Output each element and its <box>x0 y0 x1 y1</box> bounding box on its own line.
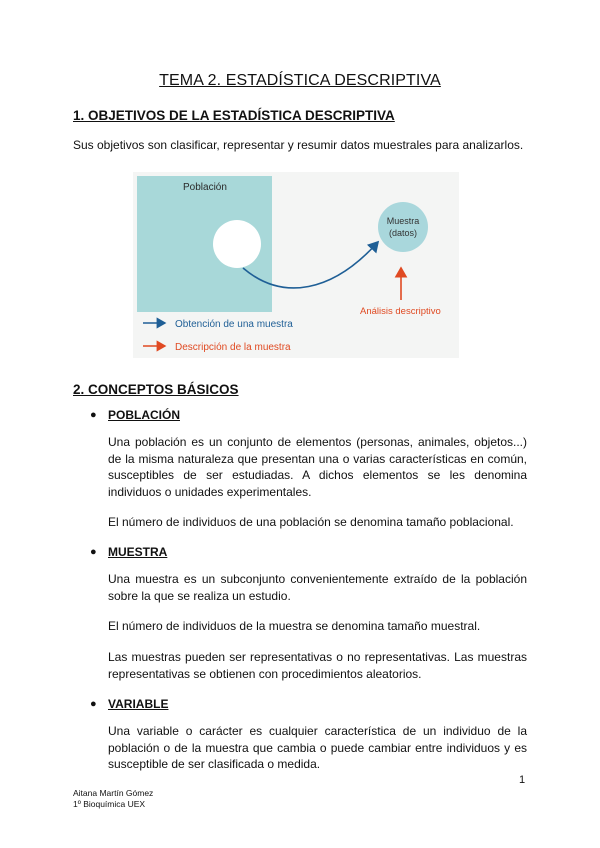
page-title: TEMA 2. ESTADÍSTICA DESCRIPTIVA <box>159 72 441 89</box>
variable-title: VARIABLE <box>108 697 169 711</box>
legend-red-label: Descripción de la muestra <box>175 342 291 353</box>
section-1-heading: 1. OBJETIVOS DE LA ESTADÍSTICA DESCRIPTIVA <box>73 108 395 123</box>
sampling-diagram <box>133 172 459 358</box>
muestra-paragraph-3: Las muestras pueden ser representativas o no representativas. Las muestras representativas se obtienen con procedimientos aleatorios. <box>108 650 527 681</box>
sample-label-line1: Muestra <box>386 216 420 226</box>
legend-blue-label: Obtención de una muestra <box>175 319 293 330</box>
section-1-text: Sus objetivos son clasificar, representar y resumir datos muestrales para analizarlos. <box>73 138 524 152</box>
sample-circle <box>378 202 428 252</box>
analysis-label: Análisis descriptivo <box>360 306 441 317</box>
footer-author: Aitana Martín Gómez <box>73 788 154 798</box>
variable-paragraph-1: Una variable o carácter es cualquier característica de un individuo de la población o de la muestra que cambia o puede cambiar entre individuos y es susceptible de ser clasificada o medida. <box>108 724 527 771</box>
poblacion-paragraph-2: El número de individuos de una población se denomina tamaño poblacional. <box>108 515 514 529</box>
muestra-title: MUESTRA <box>108 545 168 559</box>
sample-hole-circle <box>213 220 261 268</box>
population-label: Población <box>183 182 227 193</box>
poblacion-paragraph-1: Una población es un conjunto de elementos (personas, animales, objetos...) de la misma naturaleza que presentan una o varias características en común, susceptibles de ser estudiadas. A dichos elementos se les denomina individuos o unidades experimentales. <box>108 435 527 499</box>
section-2-heading: 2. CONCEPTOS BÁSICOS <box>73 382 239 397</box>
bullet-poblacion: ● <box>90 409 97 421</box>
bullet-muestra: ● <box>90 546 97 558</box>
muestra-paragraph-1: Una muestra es un subconjunto convenientemente extraído de la población sobre la que se realiza un estudio. <box>108 572 527 603</box>
poblacion-title: POBLACIÓN <box>108 408 180 422</box>
muestra-paragraph-2: El número de individuos de la muestra se denomina tamaño muestral. <box>108 619 481 633</box>
bullet-variable: ● <box>90 698 97 710</box>
page-number: 1 <box>519 774 526 786</box>
footer-course: 1º Bioquímica UEX <box>73 799 146 809</box>
sample-label-line2: (datos) <box>388 228 418 238</box>
